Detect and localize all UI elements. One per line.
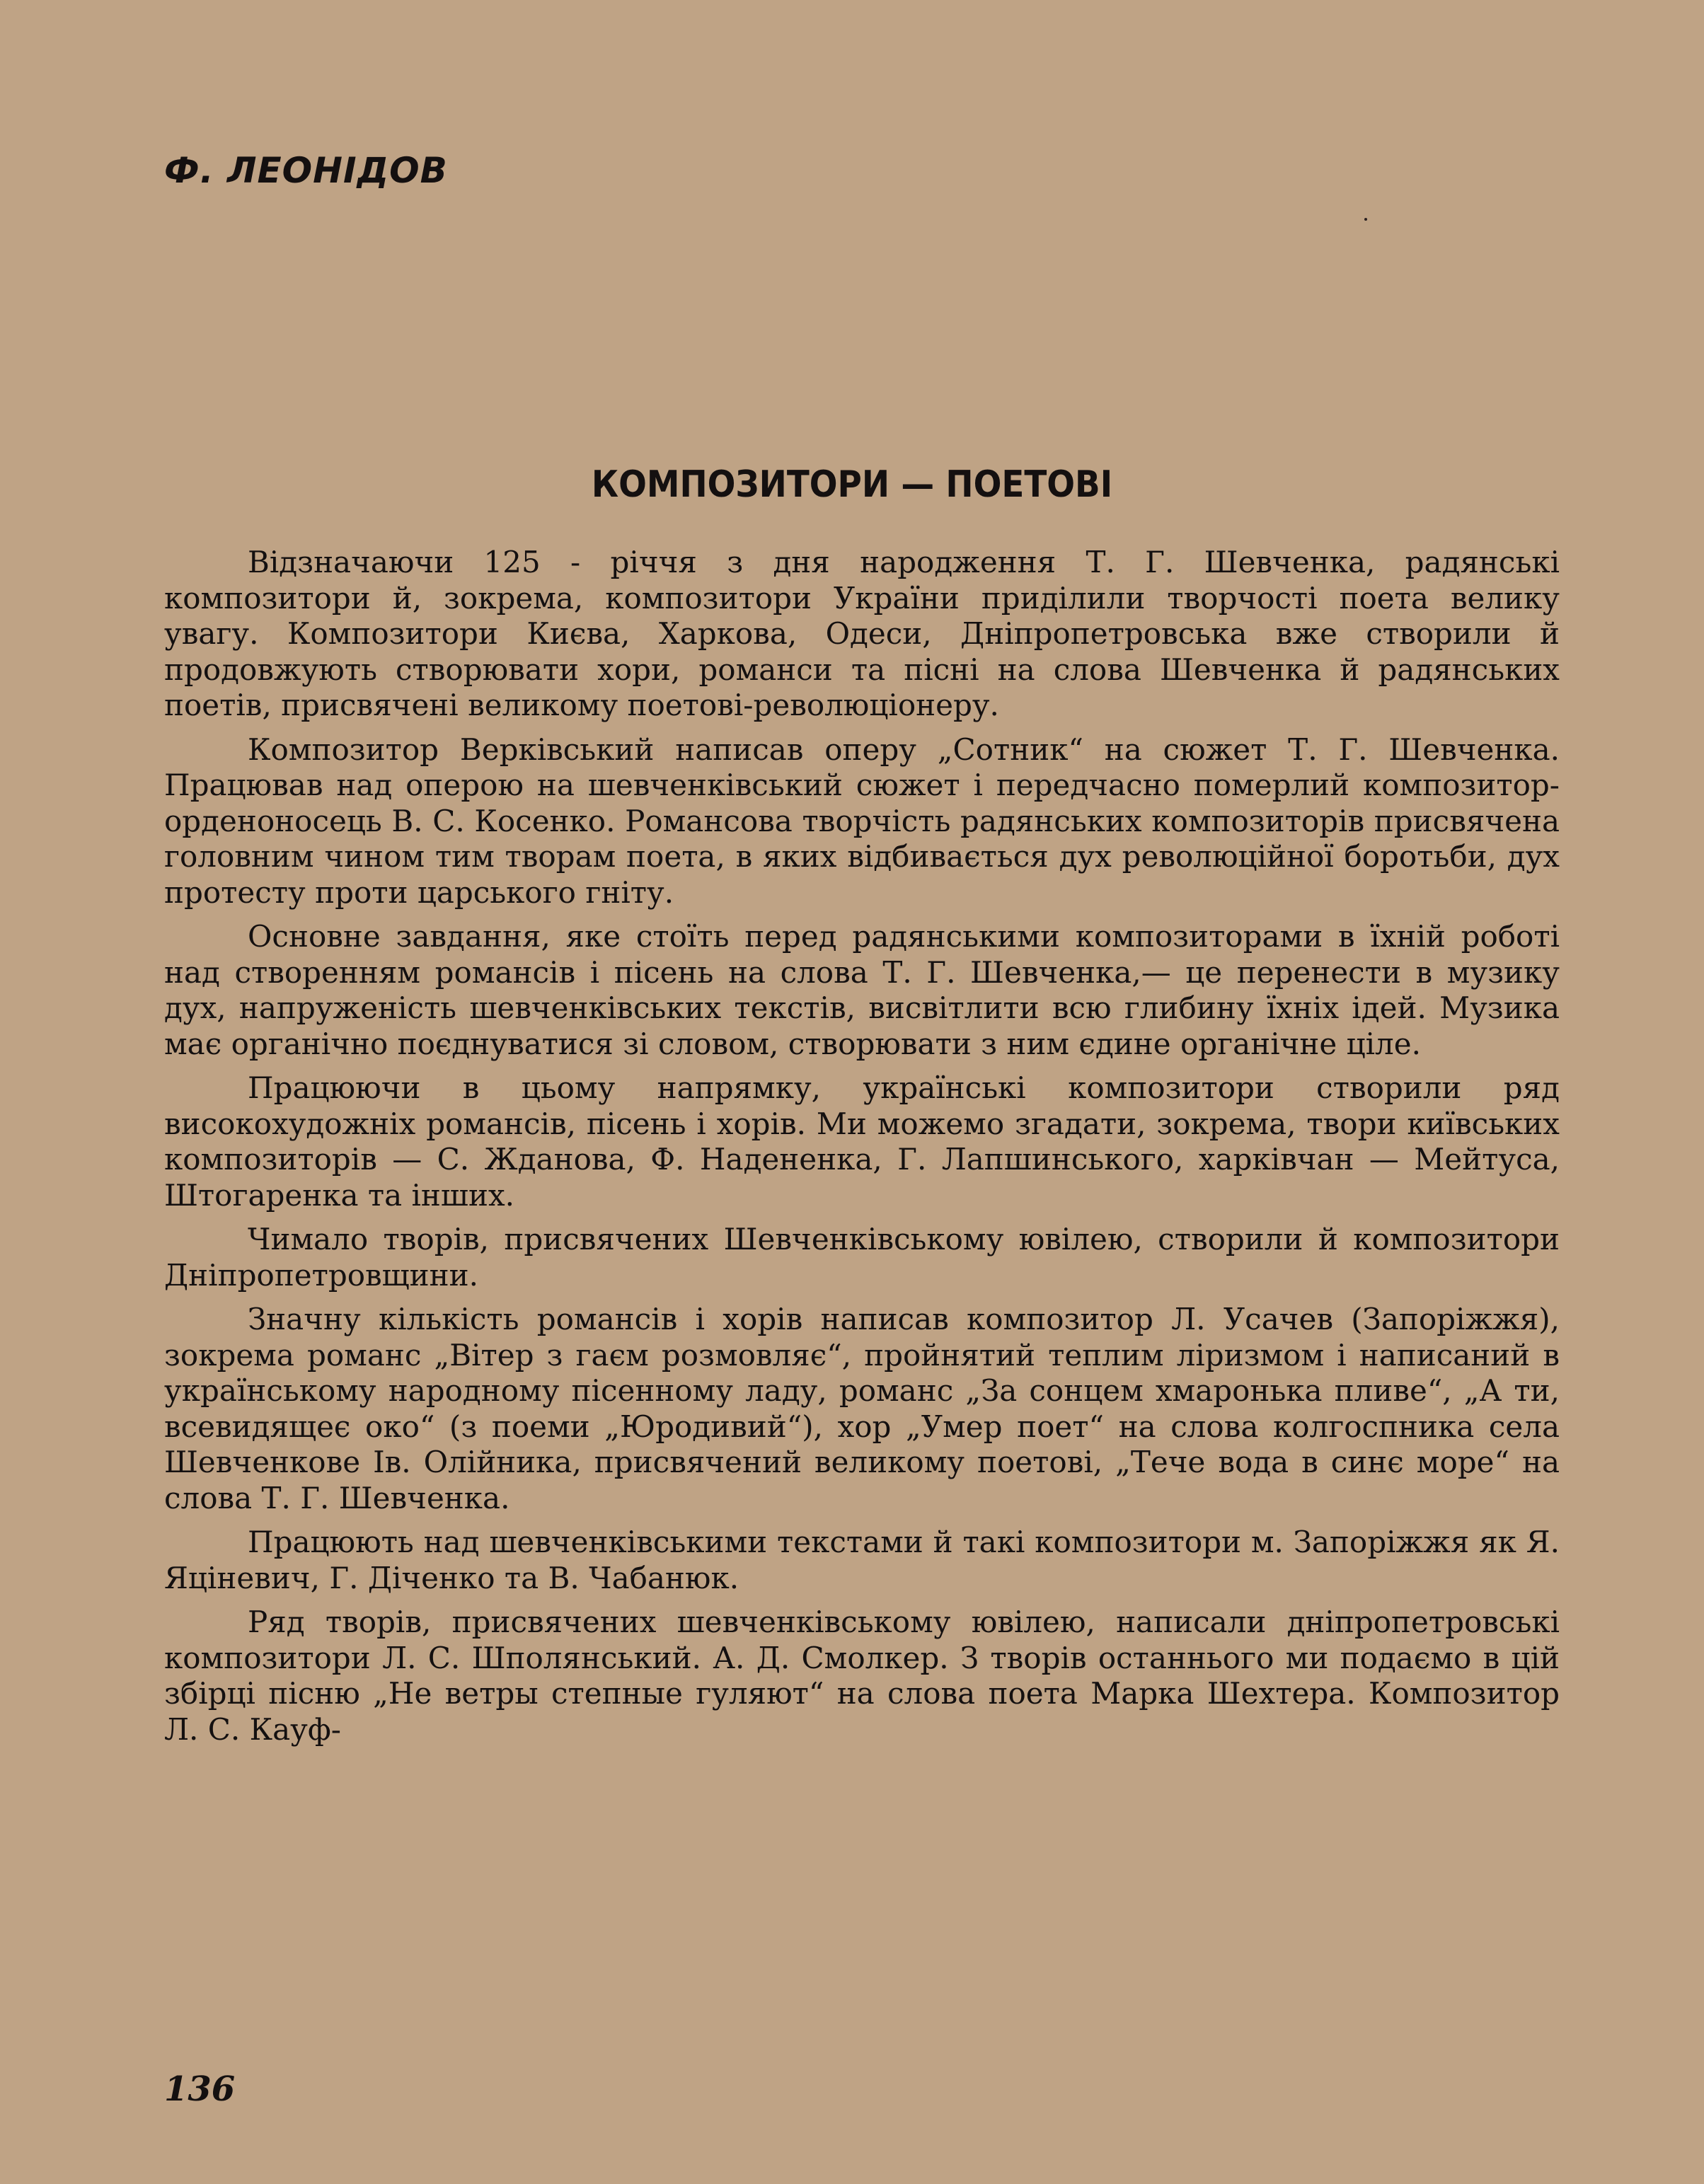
paragraph: Чимало творів, присвячених Шевченківському ювілею, створили й композитори Дніпропетровщини. bbox=[164, 1222, 1560, 1293]
article-title: КОМПОЗИТОРИ — ПОЕТОВІ bbox=[591, 463, 1113, 506]
paragraph: Основне завдання, яке стоїть перед радянськими композиторами в їхній роботі над створенням романсів і пісень на слова Т. Г. Шевченка,— це перенести в музику дух, напруженість шевченківських текстів, висвітлити всю глибину їхніх ідей. Музика має органічно поєднуватися зі словом, створювати з ним єдине органічне ціле. bbox=[164, 919, 1560, 1061]
paragraph: Ряд творів, присвячених шевченківському ювілею, написали дніпропетровські композитори Л. С. Шполянський. А. Д. Смолкер. З творів останнього ми подаємо в цій збірці пісню „Не ветры степные гуляют“ на слова поета Марка Шехтера. Композитор Л. С. Кауф- bbox=[164, 1605, 1560, 1747]
article-body bbox=[164, 545, 1560, 1756]
paragraph: Працюючи в цьому напрямку, українські композитори створили ряд високохудожніх романсів, пісень і хорів. Ми можемо згадати, зокрема, твори київських композиторів — С. Жданова, Ф. Надененка, Г. Лапшинського, харківчан — Мейтуса, Штогаренка та інших. bbox=[164, 1070, 1560, 1213]
paragraph: Працюють над шевченківськими текстами й такі композитори м. Запоріжжя як Я. Яціневич, Г. Діченко та В. Чабанюк. bbox=[164, 1525, 1560, 1595]
speck-mark bbox=[1364, 218, 1367, 221]
paragraph: Композитор Верківський написав оперу „Сотник“ на сюжет Т. Г. Шевченка. Працював над оперою на шевченківський сюжет і передчасно померлий композитор-орденоносець В. С. Косенко. Романсова творчість радянських композиторів присвячена головним чином тим творам поета, в яких відбивається дух революційної боротьби, дух протесту проти царського гніту. bbox=[164, 732, 1560, 910]
paragraph: Значну кількість романсів і хорів написав композитор Л. Усачев (Запоріжжя), зокрема романс „Вітер з гаєм розмовляє“, пройнятий теплим ліризмом і написаний в українському народному пісенному ладу, романс „За сонцем хмаронька пливе“, „А ти, всевидящеє око“ (з поеми „Юродивий“), хор „Умер поет“ на слова колгоспника села Шевченкове Ів. Олійника, присвячений великому поетові, „Тече вода в синє море“ на слова Т. Г. Шевченка. bbox=[164, 1302, 1560, 1515]
author-name: Ф. ЛЕОНІДОВ bbox=[164, 150, 448, 191]
paragraph: Відзначаючи 125 - річчя з дня народження Т. Г. Шевченка, радянські композитори й, зокрема, композитори України приділили творчості поета велику увагу. Композитори Києва, Харкова, Одеси, Дніпропетровська вже створили й продовжують створювати хори, романси та пісні на слова Шевченка й радянських поетів, присвячені великому поетові-революціонеру. bbox=[164, 545, 1560, 722]
page-number: 136 bbox=[164, 2069, 236, 2109]
